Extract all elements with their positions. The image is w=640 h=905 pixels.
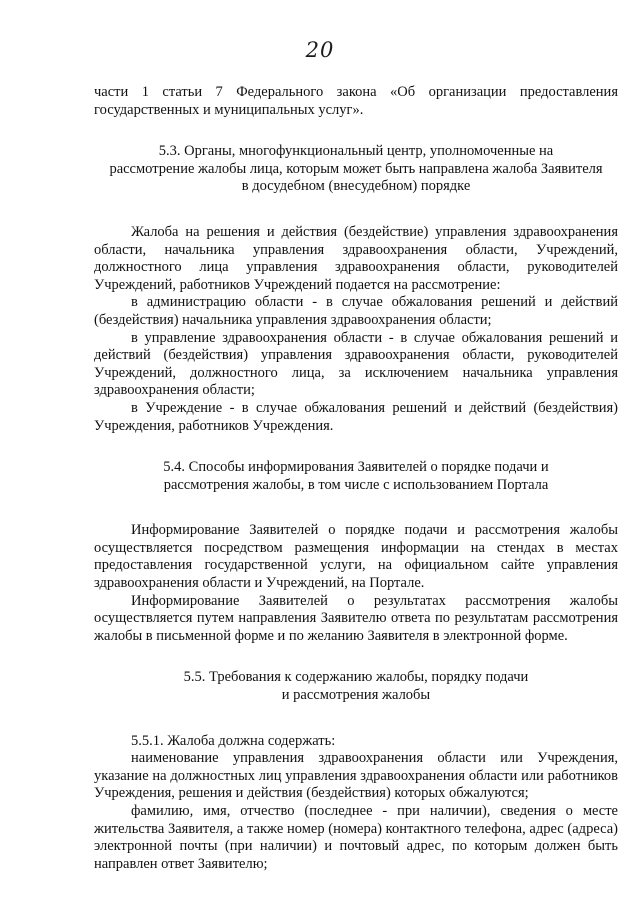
page-number: 20 — [305, 38, 335, 62]
heading-line: рассмотрение жалобы лица, которым может быть направлена жалоба Заявителя — [109, 160, 603, 177]
heading-line: и рассмотрения жалобы — [281, 687, 431, 704]
heading-line: в досудебном (внесудебном) порядке — [241, 178, 471, 195]
paragraph: наименование управления здравоохранения области или Учреждения, указание на должностных лиц управления здравоохранения области или работников Учреждения, решения и действия (бездействия) которых обжалуются; — [94, 750, 618, 802]
heading-line: рассмотрения жалобы, в том числе с использованием Портала — [163, 476, 549, 493]
paragraph: 5.5.1. Жалоба должна содержать: — [131, 732, 336, 749]
section-5-4-heading — [94, 459, 618, 494]
paragraph: Информирование Заявителей о порядке подачи и рассмотрения жалобы осуществляется посредством размещения информации на стендах в местах предоставления государственной услуги, на официальном сайте управления здравоохранения области и Учреждений, на Портале. — [94, 522, 618, 592]
section-5-3-body — [94, 224, 618, 435]
section-5-3-heading — [94, 143, 618, 196]
heading-line: 5.4. Способы информирования Заявителей о порядке подачи и — [163, 459, 549, 476]
document-body — [94, 84, 618, 873]
paragraph: в Учреждение - в случае обжалования решений и действий (бездействия) Учреждения, работников Учреждения. — [94, 399, 618, 434]
paragraph: фамилию, имя, отчество (последнее - при наличии), сведения о месте жительства Заявителя, а также номер (номера) контактного телефона, адрес (адреса) электронной почты (при наличии) и почтовый адрес, по которым должен быть направлен ответ Заявителю; — [94, 803, 618, 872]
section-5-5-body — [94, 733, 618, 874]
paragraph: Информирование Заявителей о результатах рассмотрения жалобы осуществляется путем направления Заявителю ответа по результатам рассмотрения жалобы в письменной форме и по желанию Заявителя в электронной форме. — [94, 592, 618, 644]
heading-line: 5.3. Органы, многофункциональный центр, уполномоченные на — [158, 143, 554, 160]
section-5-5-heading — [94, 669, 618, 704]
paragraph: в управление здравоохранения области - в случае обжалования решений и действий (бездействия) управления здравоохранения области, руководителей Учреждений, должностного лица, за исключением начальника управления здравоохранения области; — [94, 329, 618, 399]
intro-continuation: части 1 статьи 7 Федерального закона «Об организации предоставления государственных и муниципальных услуг». — [94, 84, 618, 118]
heading-line: 5.5. Требования к содержанию жалобы, порядку подачи — [183, 669, 529, 686]
paragraph: в администрацию области - в случае обжалования решений и действий (бездействия) начальника управления здравоохранения области; — [94, 294, 618, 328]
section-5-4-body — [94, 522, 618, 645]
paragraph: Жалоба на решения и действия (бездействие) управления здравоохранения области, начальника управления здравоохранения области, Учреждений, должностного лица управления здравоохранения области, руководителей Учреждений, работников Учреждений подается на рассмотрение: — [94, 223, 618, 293]
